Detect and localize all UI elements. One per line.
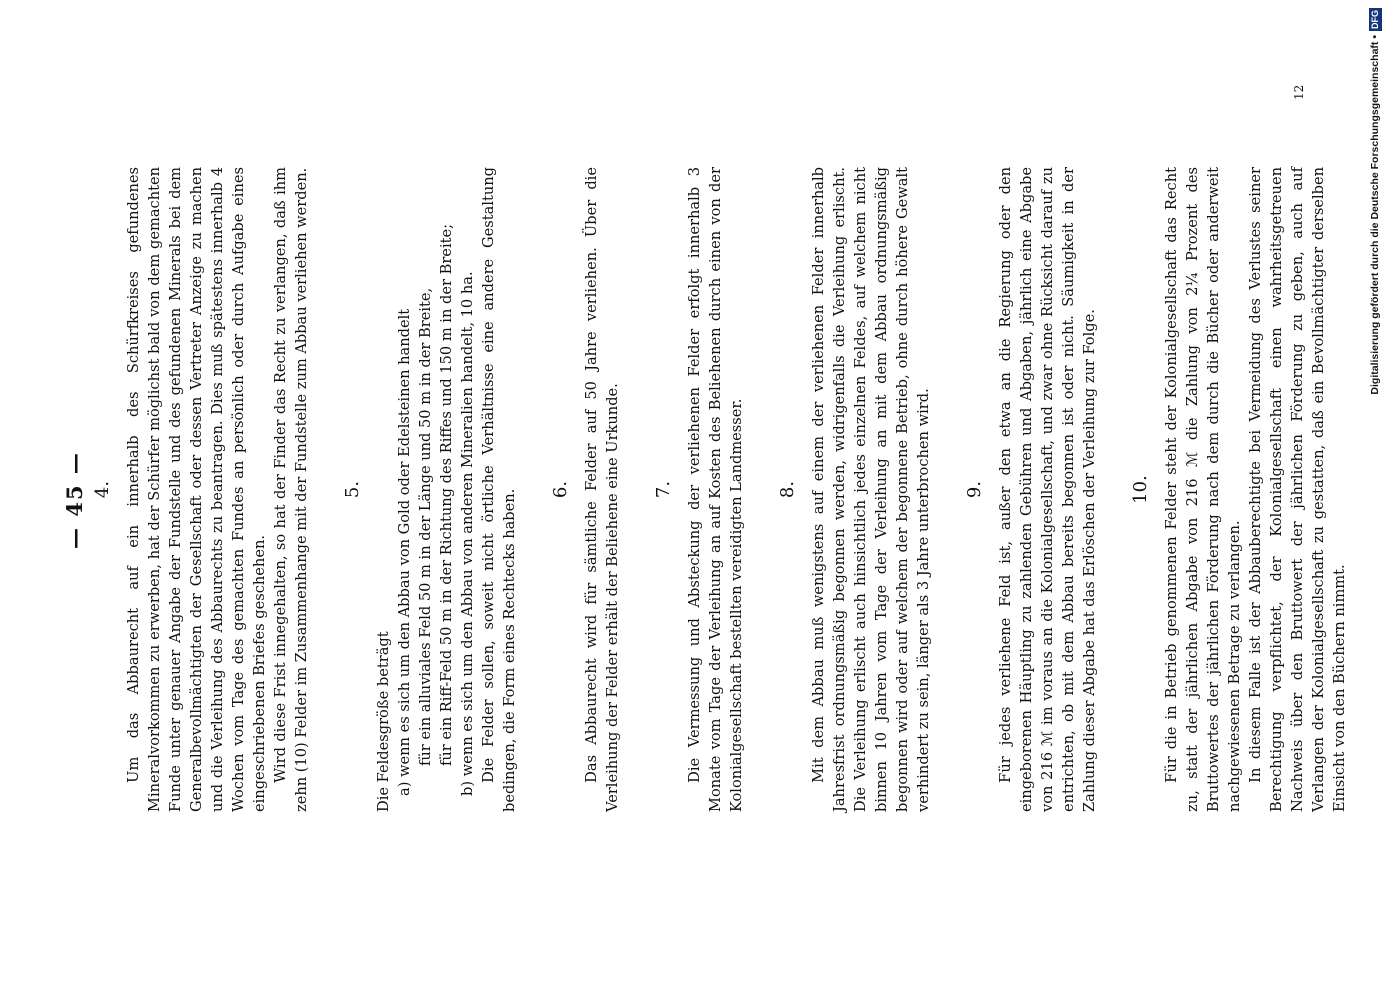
section-7-paragraph: Die Vermessung und Absteckung der verliehenen Felder erfolgt innerhalb 3 Monate vom Tage der Verleihung an auf Kosten des Beliehenen durch einen von der Kolonialgesellschaft bestellten vereidigten Landmesser. bbox=[686, 167, 745, 812]
dfg-logo: DFG bbox=[1369, 10, 1380, 29]
section-5-item-a: a) wenn es sich um den Abbau von Gold oder Edelsteinen handelt bbox=[396, 308, 413, 796]
section-5-item-a1: für ein alluviales Feld 50 m in der Länge und 50 m in der Breite, bbox=[417, 287, 434, 766]
printer-signature: 12 bbox=[1292, 84, 1306, 100]
section-8-paragraph: Mit dem Abbau muß wenigstens auf einem der verliehenen Felder innerhalb Jahresfrist ordnungsmäßig begonnen werden, widrigenfalls die Verleihung erlischt. Die Verleihung erlischt auch hinsichtlich jedes einzelnen Feldes, auf welchem nicht binnen 10 Jahren vom Tage der Verleihung an mit dem Abbau ordnungsmäßig begonnen wird oder auf welchem der begonnene Betrieb, ohne durch höhere Gewalt verhindert zu sein, länger als 3 Jahre unterbrochen wird. bbox=[810, 167, 932, 812]
page-number: — 45 — bbox=[62, 451, 87, 549]
section-6-paragraph: Das Abbaurecht wird für sämtliche Felder auf 50 Jahre verliehen. Über die Verleihung der Felder erhält der Beliehene eine Urkunde. bbox=[583, 167, 621, 812]
section-8-heading: 8. bbox=[777, 480, 798, 499]
section-10-paragraph-1: Für die in Betrieb genommenen Felder steht der Kolonialgesellschaft das Recht zu, statt der jährlichen Abgabe von 216 ℳ die Zahlung von 2¼ Prozent des Bruttowertes der jährlichen Förderung nach dem durch die Bücher oder anderweit nachgewiesenen Betrage zu verlangen. bbox=[1163, 167, 1243, 812]
section-9-heading: 9. bbox=[964, 480, 985, 499]
section-4-paragraph-1: Um das Abbaurecht auf ein innerhalb des Schürfkreises gefundenes Mineralvorkommen zu erwerben, hat der Schürfer möglichst bald von dem gemachten Funde unter genauer Angabe der Fundstelle und des gefundenen Minerals bei dem Generalbevollmächtigten der Gesellschaft oder dessen Vertreter Anzeige zu machen und die Verleihung des Abbaurechts zu beantragen. Dies muß spätestens innerhalb 4 Wochen vom Tage des gemachten Fundes an persönlich oder durch Aufgabe eines eingeschriebenen Briefes geschehen. bbox=[125, 167, 268, 812]
section-5-paragraph: Die Felder sollen, soweit nicht örtliche Verhältnisse eine andere Gestaltung bedingen, die Form eines Rechtecks haben. bbox=[480, 167, 518, 812]
section-5-heading: 5. bbox=[342, 480, 363, 499]
section-7-heading: 7. bbox=[653, 480, 674, 499]
section-5-item-a2: für ein Riff-Feld 50 m in der Richtung des Riffes und 150 m in der Breite; bbox=[438, 223, 455, 766]
section-5-intro: Die Feldesgröße beträgt bbox=[375, 631, 392, 812]
credit-text: Digitalisierung gefördert durch die Deutsche Forschungsgemeinschaft • bbox=[1369, 35, 1381, 395]
section-5-item-b: b) wenn es sich um den Abbau von anderen Mineralien handelt, 10 ha. bbox=[459, 271, 476, 796]
section-6-heading: 6. bbox=[550, 480, 571, 499]
section-10-paragraph-2: In diesem Falle ist der Abbauberechtigte bei Vermeidung des Verlustes seiner Berechtigung verpflichtet, der Kolonialgesellschaft einen wahrheitsgetreuen Nachweis über den Bruttowert der jährlichen Förderung zu geben, auch auf Verlangen der Kolonialgesellschaft zu gestatten, daß ein Bevollmächtigter derselben Einsicht von den Büchern nimmt. bbox=[1247, 167, 1348, 812]
digitization-credit bbox=[1368, 0, 1382, 1000]
document-body bbox=[92, 167, 1350, 812]
section-10-heading: 10. bbox=[1130, 475, 1151, 504]
section-4-paragraph-2: Wird diese Frist innegehalten, so hat der Finder das Recht zu verlangen, daß ihm zehn (10) Felder im Zusammenhange mit der Fundstelle zum Abbau verliehen werden. bbox=[272, 167, 310, 812]
section-9-paragraph: Für jedes verliehene Feld ist, außer den etwa an die Regierung oder den eingeborenen Häuptling zu zahlenden Gebühren und Abgaben, jährlich eine Abgabe von 216 ℳ im voraus an die Kolonialgesellschaft, und zwar ohne Rücksicht darauf zu entrichten, ob mit dem Abbau bereits begonnen ist oder nicht. Säumigkeit in der Zahlung dieser Abgabe hat das Erlöschen der Verleihung zur Folge. bbox=[997, 167, 1098, 812]
section-4-heading: 4. bbox=[92, 480, 113, 499]
